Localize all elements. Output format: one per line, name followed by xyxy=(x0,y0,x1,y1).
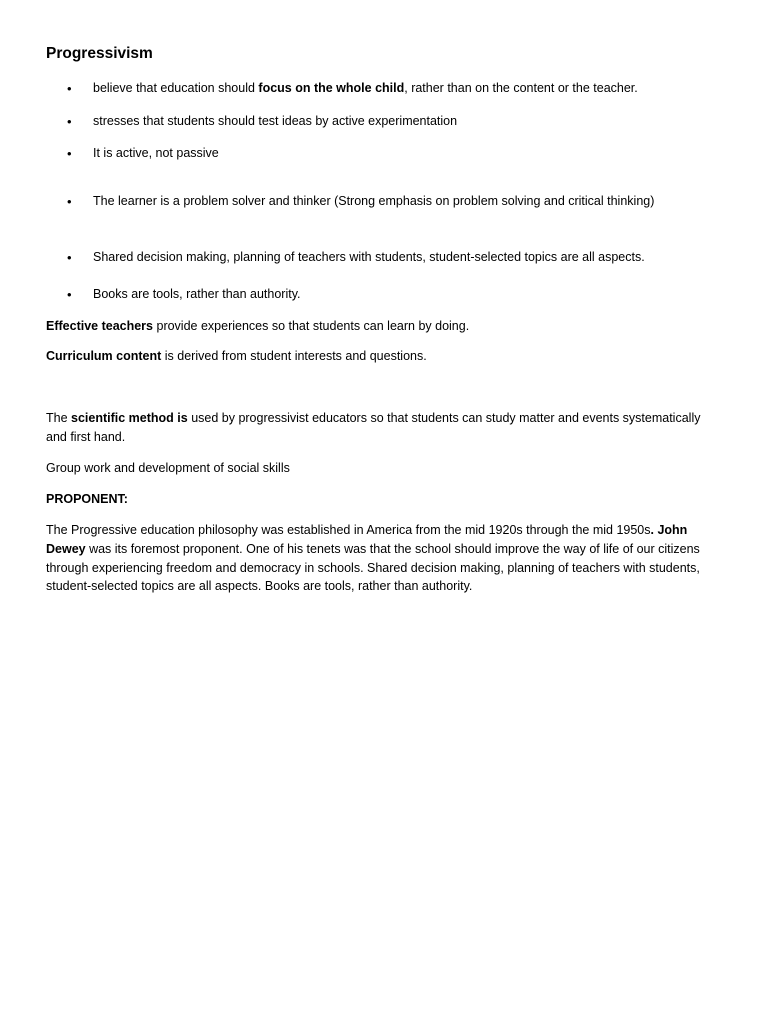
bullet-text-emphasis: focus on the whole child xyxy=(258,81,405,95)
bullet-icon: • xyxy=(67,250,72,265)
bullet-text: stresses that students should test ideas by active experimentation xyxy=(93,114,458,128)
paragraph-emphasis: . John Dewey xyxy=(46,523,688,556)
bullet-text: It is active, not passive xyxy=(93,146,219,160)
bullet-icon: • xyxy=(67,146,72,161)
bullet-text xyxy=(93,79,638,98)
paragraph-emphasis: Effective teachers xyxy=(46,319,154,333)
curriculum-paragraph xyxy=(46,347,722,366)
paragraph-emphasis: scientific method is xyxy=(71,411,188,425)
bullet-text-part: , rather than on the content or the teacher. xyxy=(404,81,638,95)
bullet-text: Shared decision making, planning of teachers with students, student-selected topics are all aspects. xyxy=(93,250,645,264)
group-work-paragraph: Group work and development of social skills xyxy=(46,461,290,475)
bullet-icon: • xyxy=(67,194,72,209)
bullet-icon: • xyxy=(67,114,72,129)
effective-teachers-paragraph xyxy=(46,317,722,336)
paragraph-text: used by progressivist educators so that students can study matter and events systematically and first hand. xyxy=(46,411,701,444)
paragraph-text: is derived from student interests and questions. xyxy=(161,349,427,363)
paragraph-text: The xyxy=(46,411,72,425)
proponent-heading: PROPONENT: xyxy=(46,492,128,506)
bullet-text: The learner is a problem solver and thinker (Strong emphasis on problem solving and critical thinking) xyxy=(93,194,655,208)
paragraph-emphasis: Curriculum content xyxy=(46,349,162,363)
bullet-icon: • xyxy=(67,81,72,96)
bullet-icon: • xyxy=(67,287,72,302)
paragraph-text: was its foremost proponent. One of his tenets was that the school should improve the way of life of our citizens through experiencing freedom and democracy in schools. Shared decision making, planning of teachers with students, student-selected topics are all aspects. Books are tools, rather than authority. xyxy=(46,541,700,594)
document-title: Progressivism xyxy=(46,45,153,62)
paragraph-text: provide experiences so that students can learn by doing. xyxy=(153,319,470,333)
scientific-method-paragraph xyxy=(46,409,722,447)
bullet-text-part: believe that education should xyxy=(93,81,259,95)
bullet-text: Books are tools, rather than authority. xyxy=(93,287,301,301)
proponent-paragraph xyxy=(46,521,722,596)
paragraph-text: The Progressive education philosophy was established in America from the mid 1920s through the mid 1950s xyxy=(46,523,651,537)
